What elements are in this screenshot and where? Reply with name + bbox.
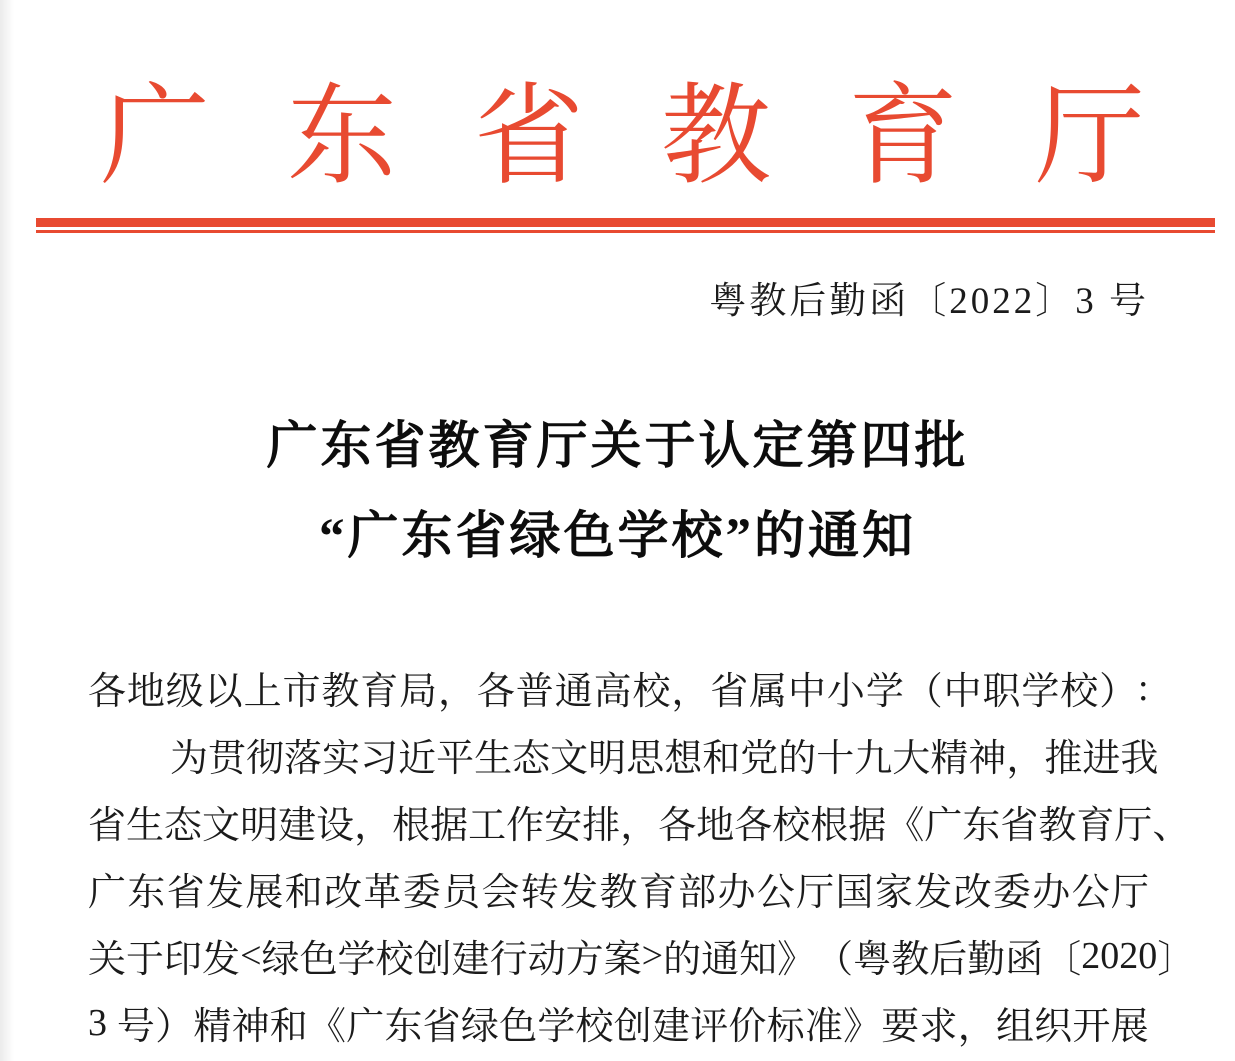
body-line-4: 关 于 印 发 < 绿 色 学 校 创 建 行 动 方 案 > 的 通 知 》 （ 粤 教 后 勤 函 〔 2 0 2 0 〕 — [88, 934, 1196, 981]
document-title-line-2: “广东省绿色学校”的通知 — [318, 509, 916, 565]
body-line-3: 广 东 省 发 展 和 改 革 委 员 会 转 发 教 育 部 办 公 厅 国 家 发 改 委 办 公 厅 — [88, 872, 1149, 914]
document-body — [88, 654, 1196, 1056]
letterhead-rule-thin — [36, 230, 1215, 233]
letterhead-rule-thick — [36, 218, 1215, 227]
document-number: 粤教后勤函〔2022〕3 号 — [709, 281, 1149, 322]
body-line-5: 3 号 ） 精 神 和 《 广 东 省 绿 色 学 校 创 建 评 价 标 准 》 要 求 ， 组 织 开 展 — [88, 1001, 1149, 1048]
document-title-line-1: 广东省教育厅关于认定第四批 — [266, 419, 969, 475]
agency-name: 广 东 省 教 育 厅 — [100, 76, 1145, 198]
document-title — [0, 402, 1235, 582]
body-line-1: 为 贯 彻 落 实 习 近 平 生 态 文 明 思 想 和 党 的 十 九 大 精 神 ， 推 进 我 — [170, 738, 1159, 780]
salutation-line: 各 地 级 以 上 市 教 育 局 ， 各 普 通 高 校 ， 省 属 中 小 学 （ 中 职 学 校 ） : — [88, 666, 1149, 713]
body-line-2: 省 生 态 文 明 建 设 ， 根 据 工 作 安 排 ， 各 地 各 校 根 据 《 广 东 省 教 育 厅 、 — [88, 805, 1191, 847]
